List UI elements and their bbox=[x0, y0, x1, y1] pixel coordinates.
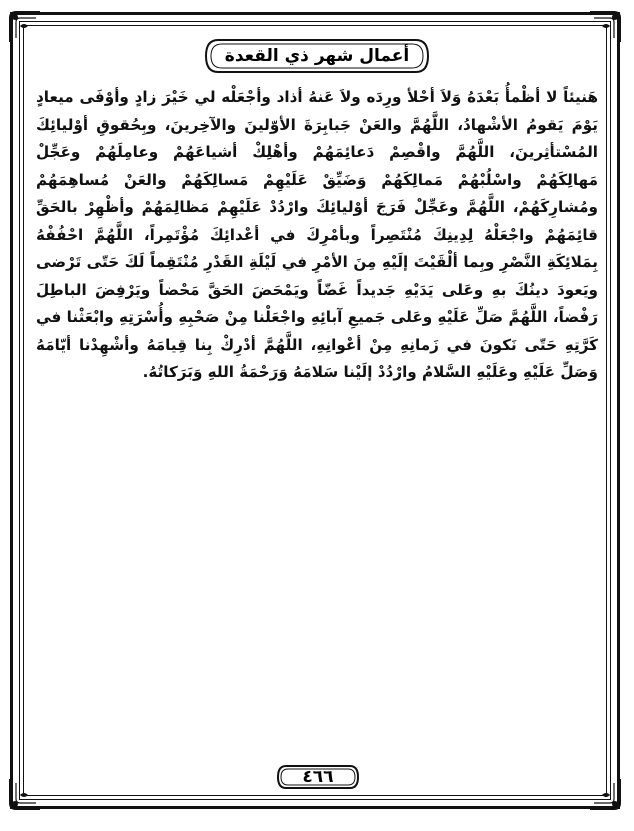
page-title: أعمال شهر ذي القعدة bbox=[224, 46, 410, 66]
corner-ornament-icon bbox=[586, 8, 624, 46]
main-text bbox=[36, 84, 598, 387]
corner-ornament-icon bbox=[586, 775, 624, 813]
footer-cartouche bbox=[276, 764, 360, 790]
corner-ornament-icon bbox=[6, 775, 44, 813]
supplication-paragraph: هَنيئاً لا أظْمأُ بَعْدَهُ وَلاَ أحْلأ ورِدَه ولاَ عَنهُ أذاد وأجْعَلْه لي خَيْرَ زادٍ وأوْفَى ميعادٍ يَوْمَ يَقومُ الأشْهادُ، اللَّهُمَّ والعَنْ جَبابِرَةَ الأوّلينَ والآخِرينَ، وبِحُقوقِ أوْليائِكَ المُسْتأثِرينَ، اللَّهُمَّ واقْصِمْ دَعائِمَهُمْ وأهْلِكْ أشياعَهُمْ وعامِلَهُمْ وعَجِّلْ مَهالِكَهُمْ واسْلُبْهُمْ مَمالِكَهُمْ وَضَيِّقْ عَلَيْهِمْ مَسالِكَهُمْ والعَنْ مُساهِمَهُمْ ومُشارِكَهُمْ، اللَّهُمَّ وعَجِّلْ فَرَجَ أوْليائِكَ وارْدُدْ عَلَيْهِمْ مَظالِمَهُمْ وأظْهِرْ بالحَقِّ قائِمَهُمْ واجْعَلْهُ لِدِينِكَ مُنْتَصِراً وبأمْرِكَ في أعْدائِكَ مُؤْتَمِراً، اللَّهُمَّ احْفُفْهُ بِمَلائِكَةِ النَّصْرِ وبِما ألْقَيْتَ إلَيْهِ مِنَ الأمْرِ في لَيْلَةِ القَدْرِ مُنْتَقِماً لَكَ حَتّى تَرْضى ويَعودَ دينُكَ بهِ وعَلى يَدَيْهِ جَديداً غَضّاً ويَمْحَضَ الحَقَّ مَحْضاً ويَرْفِضَ الباطِلَ رَفْضاً، اللَّهُمَّ صَلِّ عَلَيْهِ وعَلى جَميعِ آبائِهِ واجْعَلْنا مِنْ صَحْبِهِ وأُسْرَتِهِ وابْعَثْنا في كَرَّتِهِ حَتّى نَكونَ في زَمانِهِ مِنْ أعْوانِهِ، اللَّهُمَّ أدْرِكْ بِنا قِيامَهُ وأشْهِدْنا أيّامَهُ وَصَلِّ عَلَيْهِ وعَلَيْهِ السَّلامُ وارْدُدْ إلَيْنا سَلامَهُ وَرَحْمَةُ اللهِ وَبَرَكاتُهُ. bbox=[36, 88, 598, 381]
header-cartouche bbox=[204, 38, 430, 74]
page-number: ٤٦٦ bbox=[302, 767, 334, 787]
corner-ornament-icon bbox=[6, 8, 44, 46]
